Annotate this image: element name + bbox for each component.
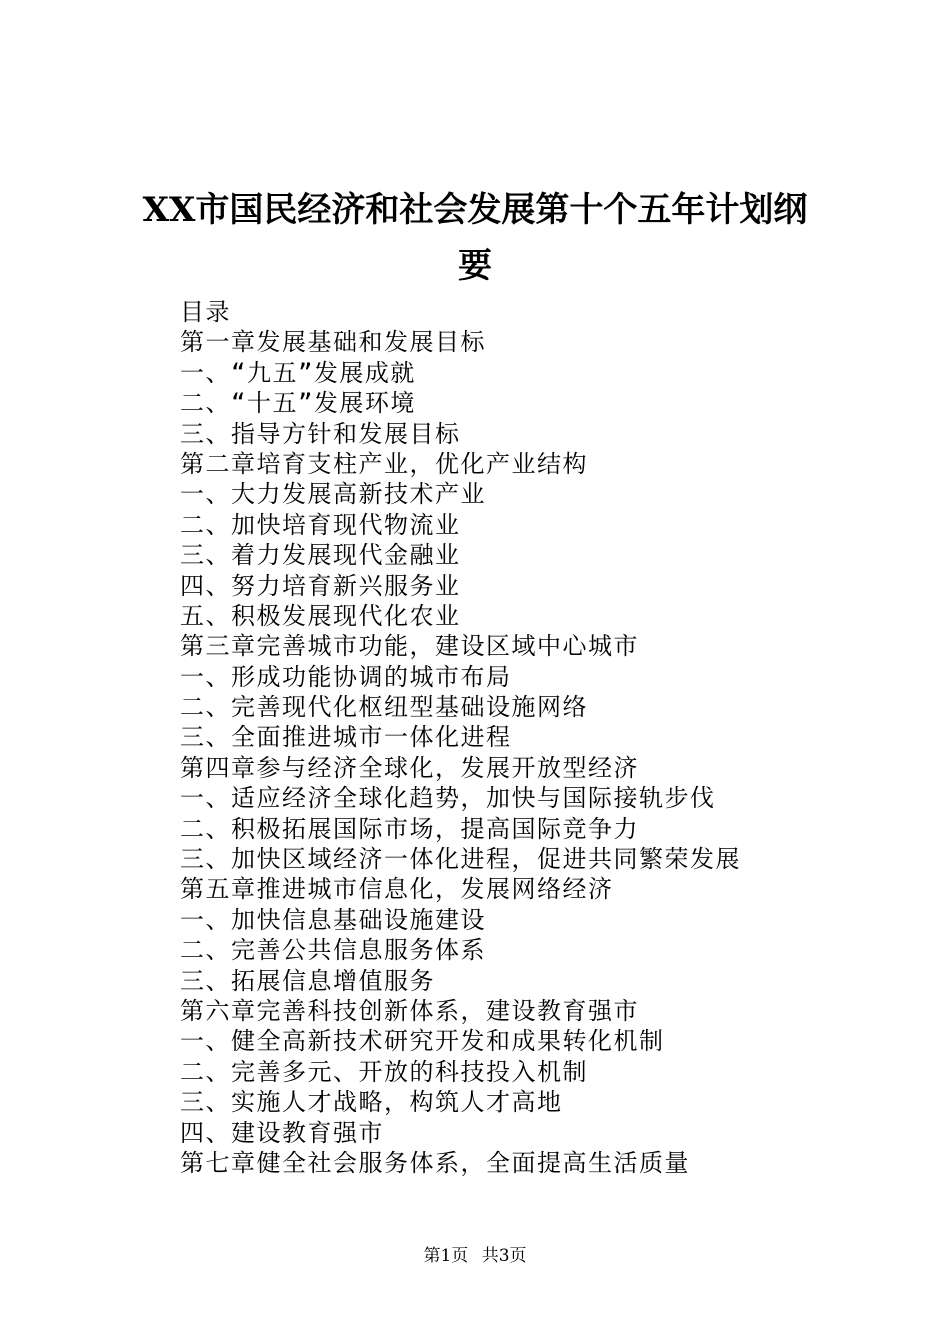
- toc-item: 二、“十五”发展环境: [180, 389, 416, 418]
- toc-item: 第四章参与经济全球化，发展开放型经济: [180, 753, 639, 782]
- toc-item: 一、大力发展高新技术产业: [180, 480, 486, 509]
- toc-item: 三、指导方针和发展目标: [180, 419, 461, 448]
- toc-item: 第二章培育支柱产业，优化产业结构: [180, 449, 588, 478]
- toc-item: 二、积极拓展国际市场，提高国际竞争力: [180, 814, 639, 843]
- toc-item: 第三章完善城市功能，建设区域中心城市: [180, 632, 639, 661]
- toc-item: 目录: [180, 298, 231, 326]
- document-title-line-2: 要: [458, 246, 492, 286]
- toc-item: 一、适应经济全球化趋势，加快与国际接轨步伐: [180, 784, 716, 813]
- toc-item: 三、全面推进城市一体化进程: [180, 723, 512, 752]
- toc-item: 三、拓展信息增值服务: [180, 966, 435, 995]
- toc-item: 三、实施人才战略，构筑人才高地: [180, 1088, 563, 1117]
- toc-item: 五、积极发展现代化农业: [180, 601, 461, 630]
- toc-item: 三、加快区域经济一体化进程，促进共同繁荣发展: [180, 845, 741, 874]
- toc-item: 四、建设教育强市: [180, 1118, 384, 1147]
- toc-item: 第五章推进城市信息化，发展网络经济: [180, 875, 614, 904]
- toc-item: 一、形成功能协调的城市布局: [180, 662, 512, 691]
- table-of-contents: [180, 297, 880, 1178]
- toc-item: 四、努力培育新兴服务业: [180, 571, 461, 600]
- toc-item: 二、完善多元、开放的科技投入机制: [180, 1057, 588, 1086]
- page-footer: [0, 1244, 950, 1268]
- page-number: 第1页: [423, 1246, 469, 1266]
- toc-item: 二、完善公共信息服务体系: [180, 936, 486, 965]
- toc-item: 三、着力发展现代金融业: [180, 541, 461, 570]
- page-total: 共3页: [481, 1246, 527, 1266]
- toc-item: 一、“九五”发展成就: [180, 358, 416, 387]
- toc-item: 第六章完善科技创新体系，建设教育强市: [180, 996, 639, 1025]
- toc-item: 二、加快培育现代物流业: [180, 510, 461, 539]
- toc-item: 二、完善现代化枢纽型基础设施网络: [180, 693, 588, 722]
- toc-item: 第一章发展基础和发展目标: [180, 328, 486, 357]
- document-title-line-1: XX市国民经济和社会发展第十个五年计划纲: [142, 190, 808, 230]
- toc-item: 第七章健全社会服务体系，全面提高生活质量: [180, 1148, 690, 1177]
- toc-item: 一、健全高新技术研究开发和成果转化机制: [180, 1027, 665, 1056]
- toc-item: 一、加快信息基础设施建设: [180, 905, 486, 934]
